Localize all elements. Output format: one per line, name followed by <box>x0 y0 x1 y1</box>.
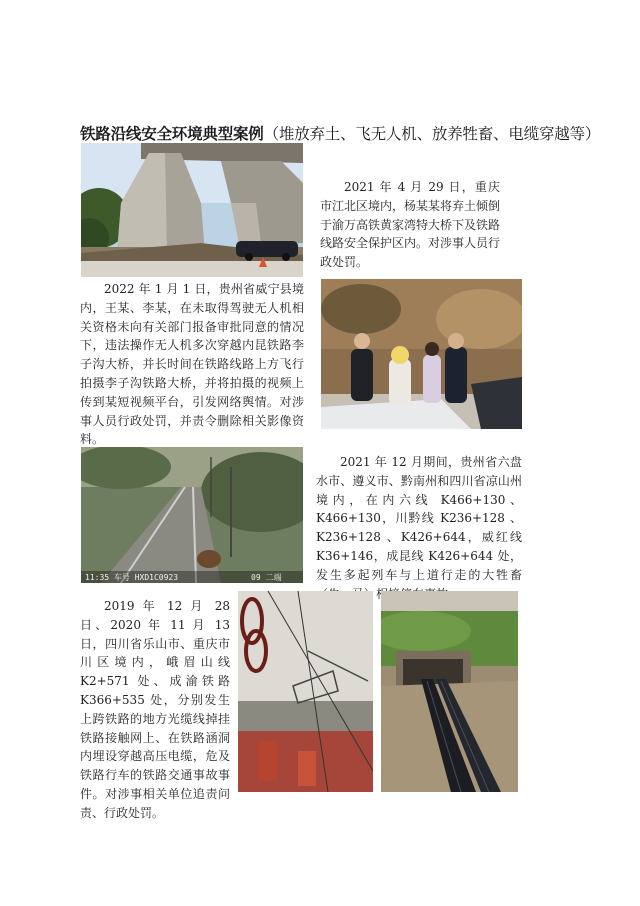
page-title <box>80 122 600 144</box>
title-main: 铁路沿线安全环境典型案例 <box>80 124 264 143</box>
photo-culvert-cable <box>381 591 518 792</box>
case-text-3: 2021 年 12 月期间，贵州省六盘水市、遵义市、黔南州和四川省凉山州境内，在内六线 K466+130、K466+130，川黔线 K236+128 、K236+128 、K426+644，威红线 K36+146，成昆线 K426+644 处，发生多起列车与上道行走的大牲畜 ）相 <box>316 455 522 601</box>
photo-cattle-track <box>81 447 303 583</box>
cattle-photo-caption-left: 11:35 车号 HXD1C0923 <box>85 573 179 582</box>
cattle-photo-caption-right: 09 二端 <box>251 573 282 582</box>
case-text-1: 2021 年 4 月 29 日，重庆市江北区境内，杨某某将弃土倾倒于渝万高铁黄家湾特大桥下及铁路线路安全保护区内。对涉事人员行政处罚。 <box>320 180 501 270</box>
photo-catenary-wire <box>238 591 373 792</box>
photo-bridge-piers <box>81 143 303 277</box>
case-text-4: 2019 年 12 月 28 日、2020 年 11 月 13 日，四川省乐山市、重庆市川区境内，峨眉山线 K2+571 处、成渝铁路 K366+535 处，分别发生上跨铁路的地方光缆线掉挂铁路接触网上、在铁路涵洞内埋设穿越高压电缆，危及铁路行车的铁路交通事故事件。对涉事相关单位追责问责、行政处罚。 <box>80 599 230 820</box>
case-text-2: 2022 年 1 月 1 日，贵州省威宁县境内，王某、李某，在未取得驾驶无人机相关资格未向有关部门报备审批同意的情况下，违法操作无人机多次穿越内昆铁路李子沟大桥，并长时间在铁路线路上方飞行拍摄李子沟铁路大桥，并将拍摄的视频上传到某短视频平台，引发网络舆情。对涉事人员行政处罚，并责令删除相关影像资料。 <box>80 282 304 447</box>
title-sub: （堆放弃土、飞无人机、放养牲畜、电缆穿越等） <box>263 125 601 143</box>
photo-drone-case <box>321 279 522 429</box>
